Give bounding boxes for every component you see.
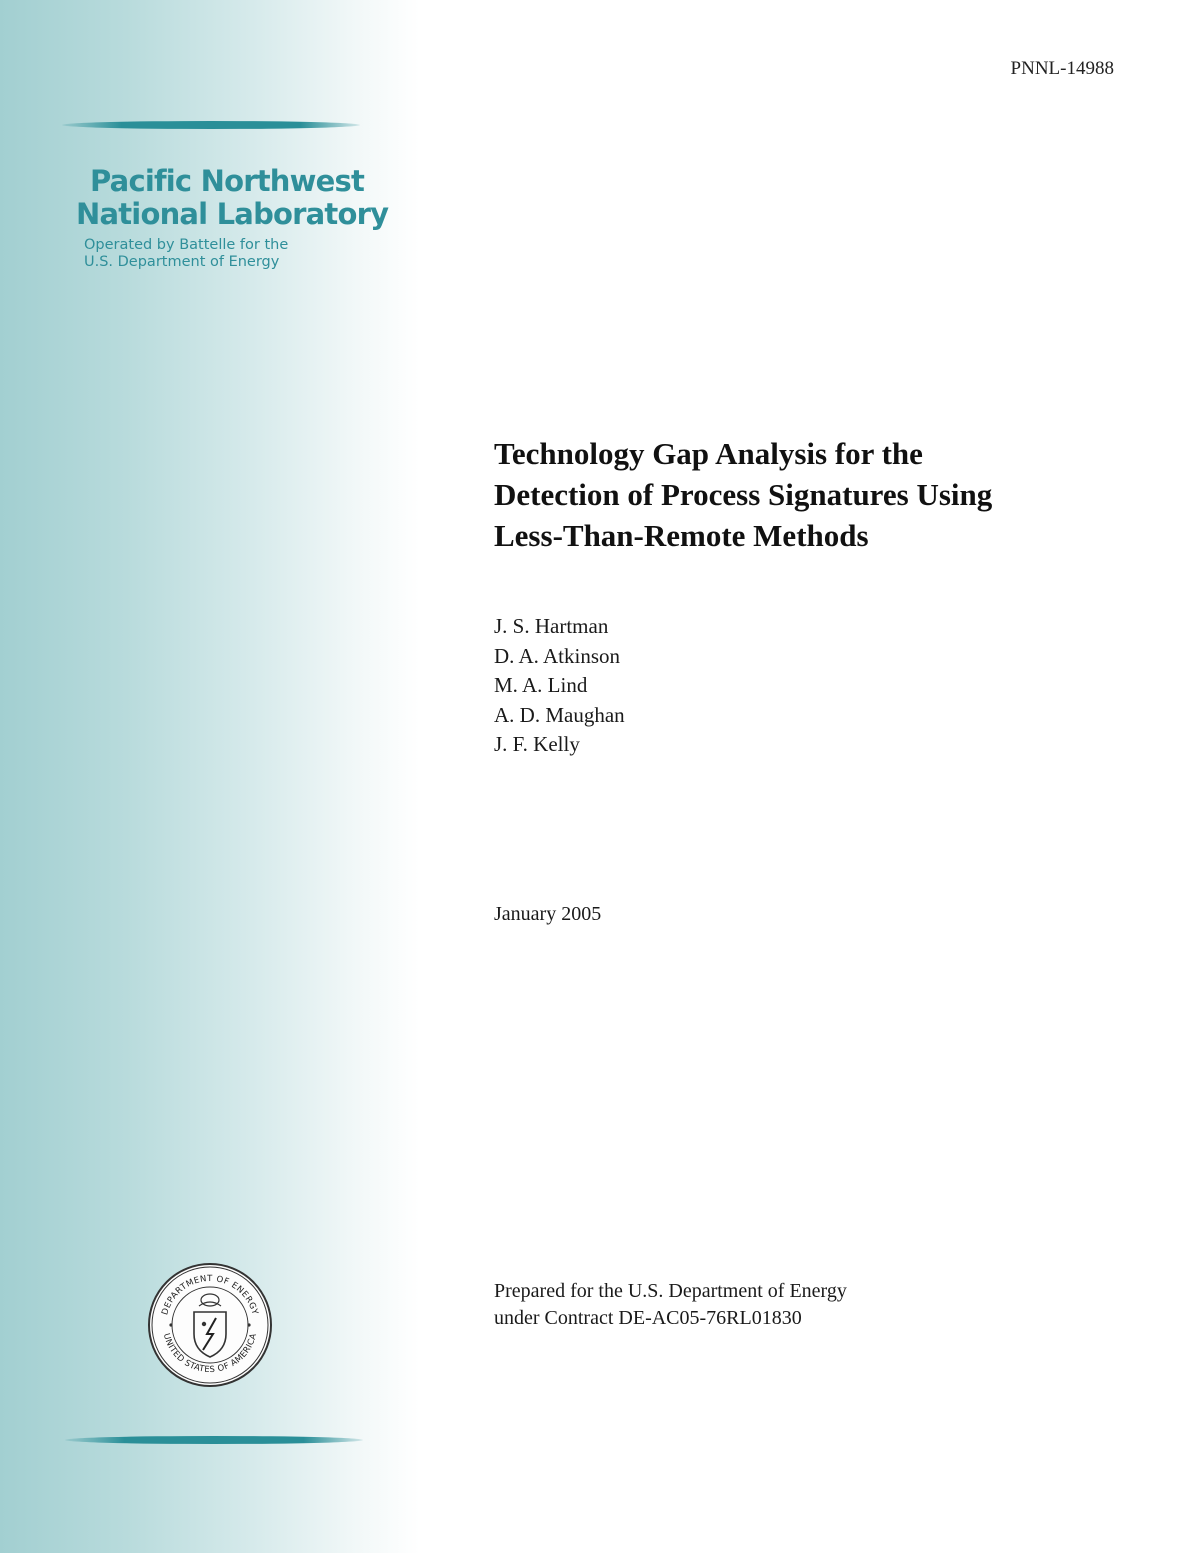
document-title: [494, 433, 1134, 556]
prepared-for-statement: [494, 1278, 847, 1332]
doe-seal-icon: [147, 1262, 273, 1388]
author-name: J. S. Hartman: [494, 614, 609, 638]
title-line: Technology Gap Analysis for the: [494, 436, 923, 471]
publication-date: January 2005: [494, 903, 602, 925]
top-swoosh-divider: [62, 121, 360, 129]
svg-text:DEPARTMENT OF ENERGY: DEPARTMENT OF ENERGY: [160, 1273, 260, 1317]
pnnl-logo: [76, 164, 389, 271]
bottom-swoosh-divider: [65, 1436, 363, 1444]
title-line: Less-Than-Remote Methods: [494, 518, 869, 553]
author-name: J. F. Kelly: [494, 732, 580, 756]
prepared-line-1: Prepared for the U.S. Department of Energy: [494, 1280, 847, 1302]
logo-line-2: National Laboratory: [76, 197, 389, 231]
logo-subtitle-2: U.S. Department of Energy: [84, 254, 280, 270]
author-name: M. A. Lind: [494, 673, 588, 697]
svg-text:UNITED STATES OF AMERICA: UNITED STATES OF AMERICA: [160, 1332, 260, 1376]
author-list: [494, 612, 625, 760]
logo-line-1: Pacific Northwest: [90, 164, 365, 198]
prepared-line-2: under Contract DE-AC05-76RL01830: [494, 1307, 802, 1329]
title-line: Detection of Process Signatures Using: [494, 477, 993, 512]
author-name: D. A. Atkinson: [494, 643, 621, 668]
author-name: A. D. Maughan: [494, 702, 625, 727]
report-number: PNNL-14988: [1010, 58, 1114, 79]
logo-subtitle-1: Operated by Battelle for the: [84, 237, 289, 253]
